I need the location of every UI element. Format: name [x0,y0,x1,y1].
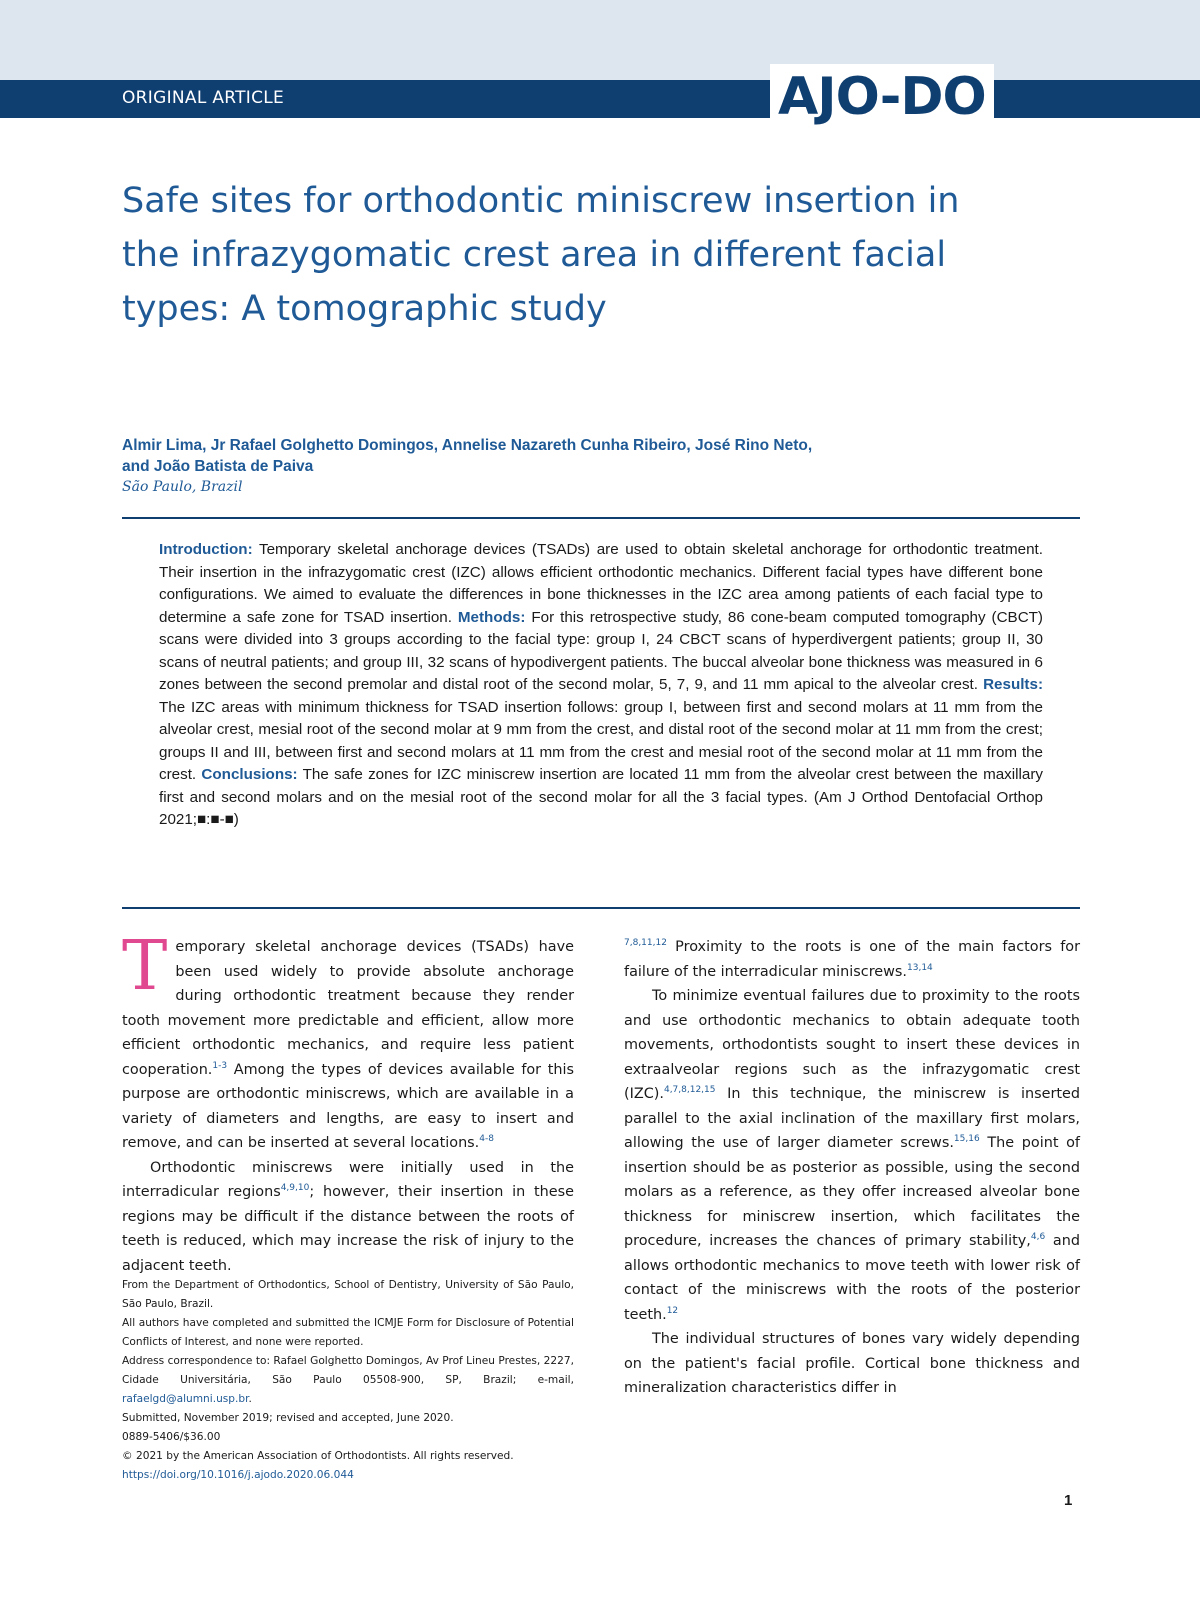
footnote-department: From the Department of Orthodontics, School of Dentistry, University of São Paulo, São Paulo, Brazil. [122,1279,574,1310]
paragraph-text: The point of insertion should be as posterior as possible, using the second molars as a reference, as they offer increased alveolar bone thickness for miniscrew insertion, which facilitates the procedure, increases the chances of primary stability, [624,1135,1080,1249]
citation-link[interactable]: 4-8 [479,1134,494,1145]
abstract-methods-text: For this retrospective study, 86 cone-beam computed tomography (CBCT) scans were divided into 3 groups according to the facial type: group I, 24 CBCT scans of hyperdivergent patients; group II, 30 scans of neutral patients; and group III, 32 scans of hypodivergent patients. The buccal alveolar bone thickness was measured in 6 zones between the second premolar and distal root of the second molar, 5, 7, 9, and 11 mm apical to the alveolar crest. [159,608,1043,693]
footnote-submitted: Submitted, November 2019; revised and accepted, June 2020. [122,1412,454,1424]
footnote-issn: 0889-5406/$36.00 [122,1431,221,1443]
journal-logo: AJO-DO [770,64,994,130]
citation-link[interactable]: 12 [666,1305,679,1316]
footnote-address-text: Address correspondence to: Rafael Golghetto Domingos, Av Prof Lineu Prestes, 2227, Cidade Universitária, São Paulo 05508-900, SP, Brazil; e-mail, [122,1355,574,1386]
paragraph-text: Orthodontic miniscrews were initially used in the interradicular regions [122,1159,574,1200]
abstract-intro-heading: Introduction: [159,541,253,558]
paragraph-text: Among the types of devices available for this purpose are orthodontic miniscrews, which are available in a variety of diameters and lengths, are easy to insert and remove, and can be inserted at several locations. [122,1061,574,1151]
footnote-conflicts: All authors have completed and submitted the ICMJE Form for Disclosure of Potential Conflicts of Interest, and none were reported. [122,1317,574,1348]
affiliation: São Paulo, Brazil [122,479,243,495]
authors-line-1: Almir Lima, Jr Rafael Golghetto Domingos, Annelise Nazareth Cunha Ribeiro, José Rino Neto, [122,437,813,454]
citation-link[interactable]: 15,16 [953,1134,980,1145]
citation-link[interactable]: 4,7,8,12,15 [663,1085,716,1096]
footnote-copyright: © 2021 by the American Association of Orthodontists. All rights reserved. [122,1450,514,1462]
abstract-conclusions-text: The safe zones for IZC miniscrew insertion are located 11 mm from the alveolar crest between the maxillary first and second molars and on the mesial root of the second molar for all the 3 facial types. (Am J Orthod Dentofacial Orthop 2021;■:■-■) [159,766,1043,828]
paragraph-text: To minimize eventual failures due to proximity to the roots and use orthodontic mechanics to obtain adequate tooth movements, orthodontists sought to insert these devices in extraalveolar regions such as the infrazygomatic crest (IZC). [624,988,1080,1102]
authors-line-2: and João Batista de Paiva [122,458,314,475]
abstract-intro-text: Temporary skeletal anchorage devices (TSADs) are used to obtain skeletal anchorage for orthodontic treatment. Their insertion in the infrazygomatic crest (IZC) allows efficient orthodontic mechanics. Different facial types have different bone configurations. We aimed to evaluate the differences in bone thicknesses in the IZC area among patients of each facial type to determine a safe zone for TSAD insertion. [159,541,1043,626]
paragraph-text: Proximity to the roots is one of the main factors for failure of the interradicular miniscrews. [624,939,1080,980]
paragraph-3 [624,984,1080,1327]
email-link[interactable]: rafaelgd@alumni.usp.br [122,1393,249,1405]
body-column-right [624,935,1080,1401]
divider-top [122,517,1080,519]
footnotes [122,1276,574,1485]
article-title: Safe sites for orthodontic miniscrew insertion in the infrazygomatic crest area in different facial types: A tomographic study [122,181,960,329]
body-column-left [122,927,575,1278]
author-list [122,435,982,477]
doi-link[interactable]: https://doi.org/10.1016/j.ajodo.2020.06.044 [122,1469,354,1481]
divider-bottom [122,907,1080,909]
abstract-results-heading: Results: [983,676,1043,693]
footnote-address [122,1352,574,1409]
abstract [159,539,1043,832]
abstract-methods-heading: Methods: [457,608,526,626]
abstract-conclusions-heading: Conclusions: [201,766,298,783]
citation-link[interactable]: 4,9,10 [280,1183,310,1194]
paragraph-4 [624,1327,1080,1401]
paragraph-2 [122,1156,574,1279]
paragraph-2-continued [624,935,1080,984]
citation-link[interactable]: 4,6 [1030,1232,1046,1243]
section-label: ORIGINAL ARTICLE [122,88,285,108]
footnote-punct: . [248,1393,252,1405]
drop-cap: T [122,927,168,1006]
paragraph-text: emporary skeletal anchorage devices (TSADs) have been used widely to provide absolute anchorage during orthodontic treatment because they render tooth movement more predictable and efficient, allow more efficient orthodontic mechanics, and require less patient cooperation. [122,939,574,1078]
paragraph-text: The individual structures of bones vary widely depending on the patient's facial profile. Cortical bone thickness and mineralization characteristics differ in [624,1331,1080,1396]
paragraph-text: and allows orthodontic mechanics to move teeth with lower risk of contact of the miniscrews with the roots of the posterior teeth. [624,1233,1080,1323]
paragraph-text: In this technique, the miniscrew is inserted parallel to the axial inclination of the maxillary first molars, allowing the use of larger diameter screws. [624,1086,1080,1151]
paragraph-1 [122,927,574,1156]
citation-link[interactable]: 7,8,11,12 [624,938,667,949]
header-band [0,0,1200,80]
abstract-results-text: The IZC areas with minimum thickness for TSAD insertion follows: group I, between first and second molars at 11 mm from the alveolar crest, mesial root of the second molar at 9 mm from the crest, and distal root of the second molar at 11 mm from the crest; groups II and III, between first and second molars at 11 mm from the crest and mesial root of the second molar at 11 mm from the crest. [159,698,1043,783]
page-number: 1 [1064,1492,1073,1509]
paragraph-text: ; however, their insertion in these regions may be difficult if the distance between the roots of teeth is reduced, which may increase the risk of injury to the adjacent teeth. [122,1184,575,1274]
citation-link[interactable]: 1-3 [212,1060,228,1071]
citation-link[interactable]: 13,14 [907,962,933,973]
